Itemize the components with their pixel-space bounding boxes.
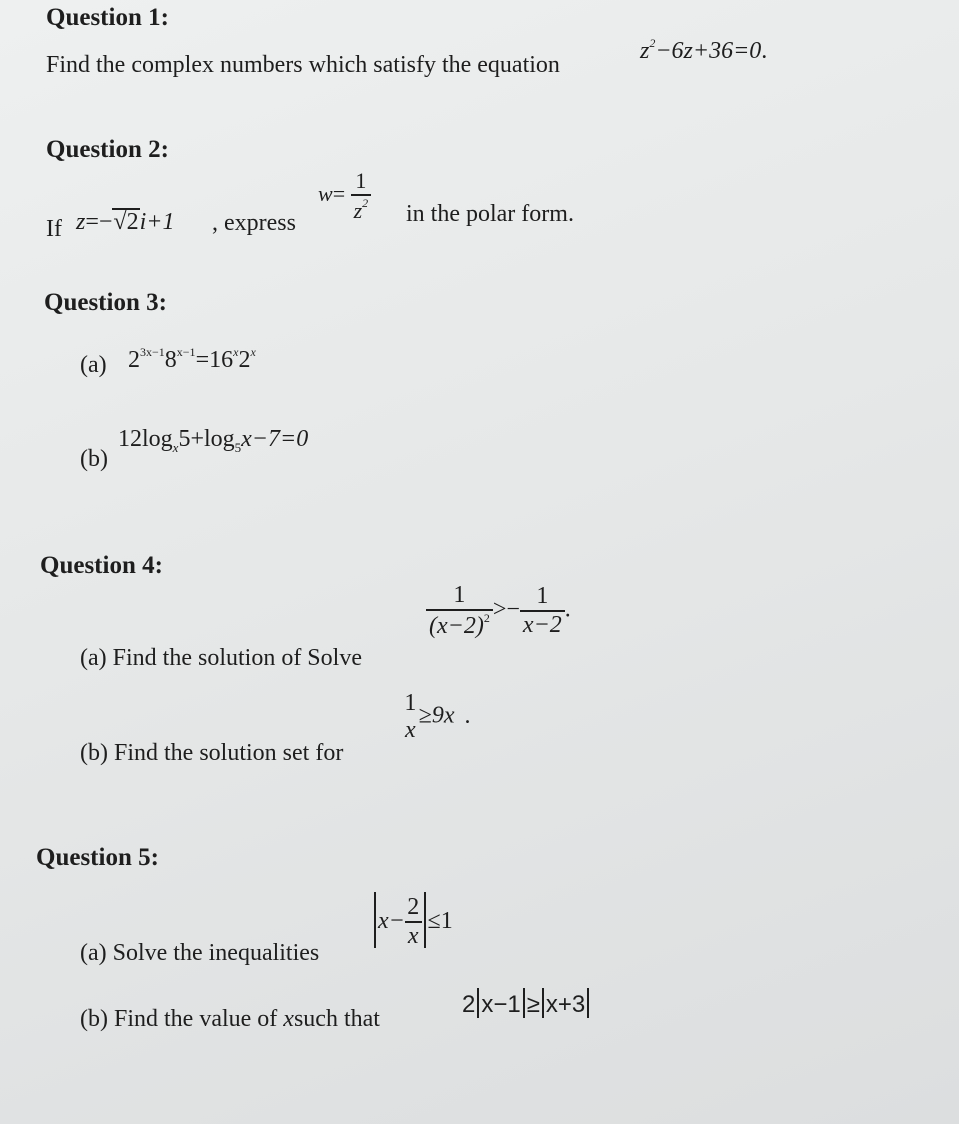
question-4b-inequality: [402, 690, 470, 744]
question-2-express: , express: [212, 210, 296, 236]
question-3b-label: (b): [80, 446, 108, 472]
period-4a: .: [564, 596, 571, 623]
abs-x: x−: [378, 908, 405, 934]
label-5b-part2: such that: [293, 1006, 380, 1032]
frac2-num: 1: [536, 583, 549, 609]
exp-x-b: x: [250, 345, 256, 359]
question-2-z-expression: [76, 208, 174, 236]
question-3b-equation: [118, 426, 308, 456]
question-3-heading: Question 3:: [44, 289, 167, 316]
eq-period: .: [761, 38, 768, 64]
coef-2: 2: [462, 991, 476, 1018]
question-4a-label: (a) Find the solution of Solve: [80, 645, 362, 671]
question-5b-inequality: [462, 988, 591, 1019]
exp-x-1: x−1: [176, 345, 196, 359]
question-2-heading: Question 2:: [46, 136, 169, 163]
question-4-heading: Question 4:: [40, 552, 163, 579]
eq-z: z: [640, 38, 650, 64]
label-5b-part1: (b) Find the value of: [80, 1006, 278, 1032]
z-rest: i+1: [139, 209, 175, 235]
log-base-5: 5: [234, 440, 242, 455]
question-1-heading: Question 1:: [46, 4, 169, 31]
w-eq: =: [332, 181, 346, 207]
ge-sign: ≥: [526, 991, 540, 1018]
frac1-den-exp: 2: [483, 611, 490, 625]
base-2: 2: [128, 347, 140, 373]
question-1-text: Find the complex numbers which satisfy the equation: [46, 52, 560, 78]
var-x: x: [283, 1006, 294, 1032]
eq-z-exp: 2: [649, 36, 656, 50]
w-num: 1: [355, 168, 367, 193]
base-8: 8: [164, 347, 177, 373]
log-base-x: x: [172, 440, 179, 455]
question-4a-inequality: [426, 582, 571, 640]
exp-3x-1: 3x−1: [140, 345, 165, 359]
question-2-if: If: [46, 216, 62, 242]
frac1-den: (x−2): [429, 613, 484, 639]
question-3a-label: (a): [80, 352, 107, 378]
frac2-den: x−2: [520, 610, 565, 639]
question-5b-label: [80, 1006, 380, 1033]
rhs-9x: ≥9x: [418, 702, 455, 729]
question-4b-label: (b) Find the solution set for: [80, 740, 344, 766]
abs-x-plus-3: x+3: [545, 991, 586, 1018]
abs-x-minus-1: x−1: [481, 991, 521, 1018]
w-den: z: [353, 198, 363, 223]
frac-num: 1: [404, 690, 417, 716]
exp-x-a: x: [233, 345, 239, 359]
log-rest: x−7=0: [241, 426, 309, 452]
abs-frac-num: 2: [407, 894, 420, 921]
frac1-num: 1: [453, 582, 466, 608]
abs-frac-den: x: [405, 921, 422, 950]
z-eq: =−: [85, 209, 113, 235]
base-2b: 2: [238, 347, 251, 373]
log-5: 5+log: [178, 426, 235, 452]
frac-den: x: [405, 717, 416, 743]
period-4b: .: [464, 702, 471, 729]
eq-16: =16: [195, 347, 234, 373]
question-1-equation: [640, 36, 767, 65]
question-5a-label: (a) Solve the inequalities: [80, 940, 320, 966]
eq-rest: −6z+36=0: [655, 38, 762, 64]
rhs-le-1: ≤1: [427, 908, 453, 934]
question-5-heading: Question 5:: [36, 844, 159, 871]
w-lhs: w: [318, 181, 333, 207]
question-2-w-expression: [318, 168, 371, 224]
question-2-polar-form: in the polar form.: [406, 201, 574, 227]
question-3a-equation: [128, 345, 256, 374]
log-12: 12log: [118, 426, 173, 452]
w-den-exp: 2: [362, 196, 369, 210]
question-5a-inequality: [372, 892, 453, 950]
ineq-op: >−: [492, 596, 520, 623]
z-lhs: z: [76, 209, 86, 235]
sqrt-two: √2: [113, 209, 139, 235]
